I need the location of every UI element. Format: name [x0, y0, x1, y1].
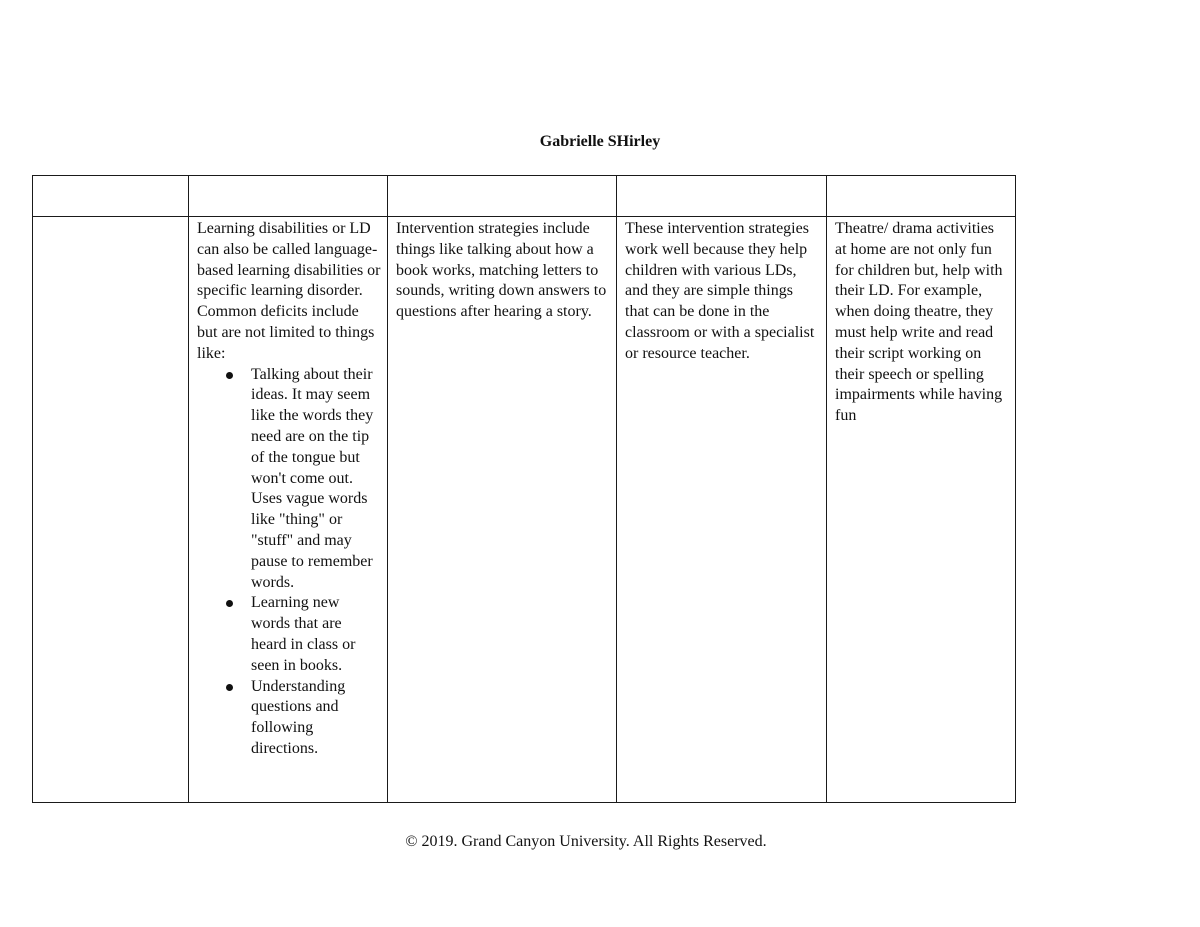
page-title: Gabrielle SHirley	[539, 133, 661, 150]
deficits-intro: Learning disabilities or LD can also be called language-based learning disabilities or specific learning disorder. Common deficits include but are not limited to things like:	[197, 220, 381, 362]
header-cell-2	[189, 176, 388, 217]
copyright-footer: © 2019. Grand Canyon University. All Rights Reserved.	[405, 833, 767, 850]
strategy-rationale-text: These intervention strategies work well because they help children with various LDs, and they are simple things that can be done in the classroom or with a specialist or resource teacher.	[625, 220, 815, 362]
header-cell-3	[388, 176, 617, 217]
row-cell-1	[33, 217, 189, 803]
row-cell-3	[388, 217, 617, 803]
header-cell-4	[617, 176, 827, 217]
bullet-icon	[226, 600, 233, 607]
assignment-table	[32, 175, 1016, 803]
list-item	[251, 677, 381, 760]
list-item	[251, 593, 381, 676]
list-item-text: Talking about their ideas. It may seem like the words they need are on the tip of the tongue but won't come out. Uses vague words like "thing" or "stuff" and may pause to remember words.	[251, 365, 374, 591]
row-cell-5	[827, 217, 1016, 803]
header-cell-5	[827, 176, 1016, 217]
row-cell-4	[617, 217, 827, 803]
list-item	[251, 365, 381, 594]
home-activity-text: Theatre/ drama activities at home are not only fun for children but, help with their LD. For example, when doing theatre, they must help write and read their script working on their speech or spelling impairments while having fun	[835, 220, 1003, 425]
row-cell-2	[189, 217, 388, 803]
header-cell-1	[33, 176, 189, 217]
intervention-strategies-text: Intervention strategies include things like talking about how a book works, matching letters to sounds, writing down answers to questions after hearing a story.	[396, 220, 607, 321]
deficits-list	[197, 365, 381, 760]
bullet-icon	[226, 372, 233, 379]
list-item-text: Learning new words that are heard in class or seen in books.	[251, 594, 356, 674]
list-item-text: Understanding questions and following directions.	[251, 677, 346, 757]
bullet-icon	[226, 684, 233, 691]
table-row	[33, 217, 1016, 803]
table-header-row	[33, 176, 1016, 217]
